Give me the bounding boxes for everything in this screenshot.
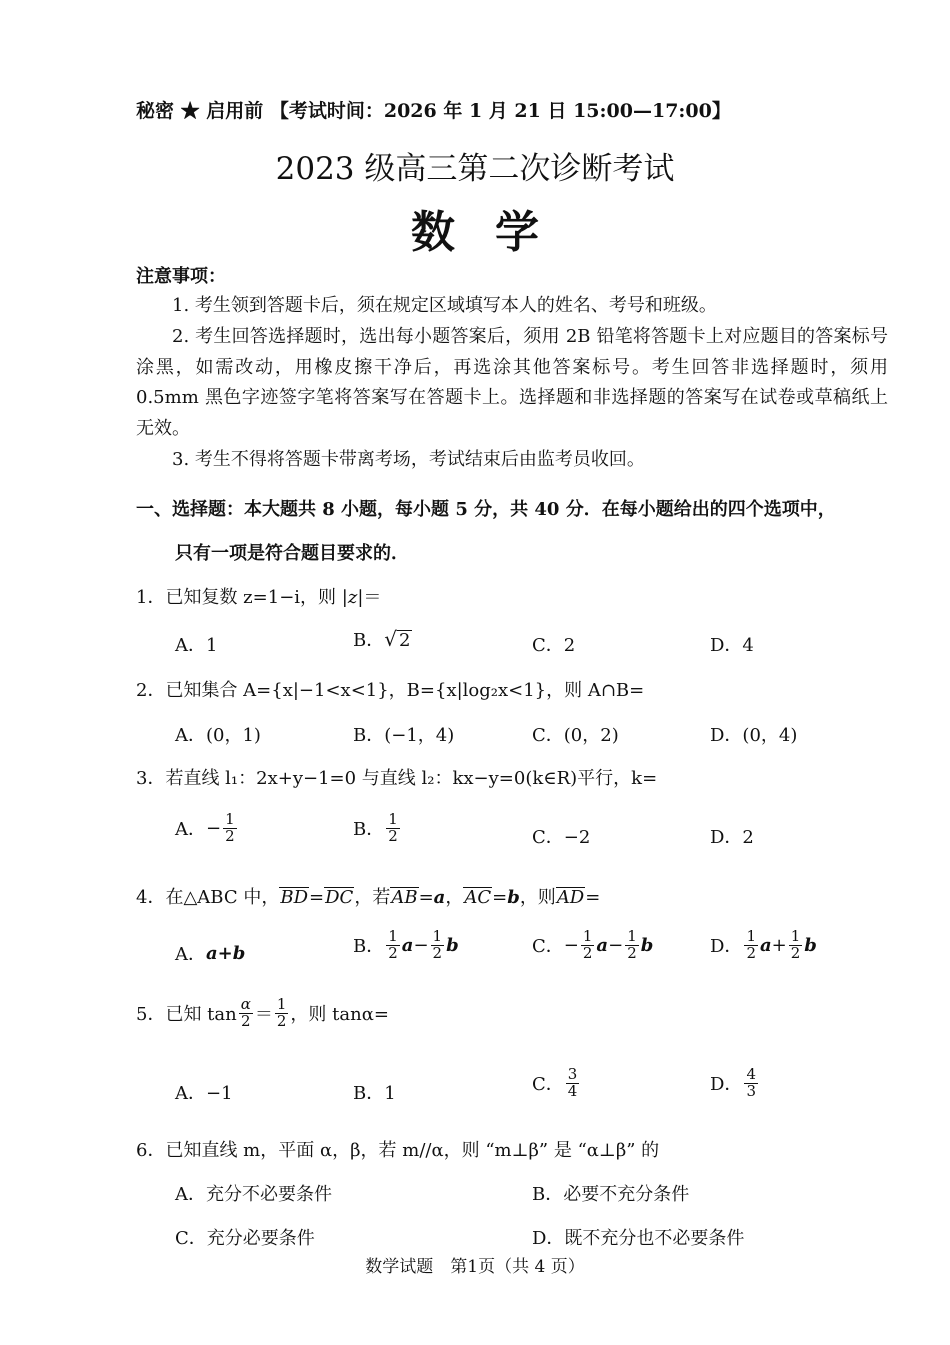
fraction: $\frac{1}{2}$ (790, 927, 801, 962)
question-6-stem: 6．已知直线 m，平面 α，β，若 m//α，则 “m⊥β” 是 “α⊥β” 的 (136, 1140, 660, 1161)
section-heading: 一、选择题：本大题共 8 小题，每小题 5 分，共 40 分．在每小题给出的四个选项中， (136, 499, 836, 520)
question-5-option-a: A．−1 (175, 1083, 233, 1104)
question-6-option-c: C．充分必要条件 (175, 1228, 315, 1249)
note-item: 2. 考生回答选择题时，选出每小题答案后，须用 2B 铅笔将答题卡上对应题目的答案标号涂黑，如需改动，用橡皮擦干净后，再选涂其他答案标号。考生回答非选择题时，须用 0.5mm 黑色字迹签字笔将答案写在答题卡上。选择题和非选择题的答案写在试卷或草稿纸上无效。 (136, 325, 888, 440)
question-6-option-a: A．充分不必要条件 (175, 1184, 332, 1205)
fraction: $\frac{4}{3}$ (746, 1065, 756, 1100)
question-1-option-a: A．1 (175, 635, 218, 656)
subject-title: 数学 (411, 207, 579, 258)
question-1-option-c: C．2 (532, 635, 576, 656)
question-3-option-a: A． − $\frac{1}{2}$ (175, 810, 235, 845)
question-2-option-b: B．(−1，4) (353, 725, 455, 746)
note-item: 3. 考生不得将答题卡带离考场，考试结束后由监考员收回。 (172, 448, 645, 470)
question-2-option-c: C．(0，2) (532, 725, 619, 746)
fraction: $\frac{3}{4}$ (567, 1065, 578, 1100)
question-2-option-d: D．(0，4) (710, 725, 798, 746)
confidential-banner: 秘密 ★ 启用前 【考试时间：2026 年 1 月 21 日 15:00—17:00】 (136, 100, 731, 122)
question-5-option-b: B．1 (353, 1083, 396, 1104)
question-6-option-d: D．既不充分也不必要条件 (532, 1228, 745, 1249)
question-4-option-a: A． a+b (175, 942, 246, 965)
fraction: $\frac{1}{2}$ (582, 927, 593, 962)
question-1-option-d: D．4 (710, 635, 754, 656)
notes-heading: 注意事项： (136, 266, 226, 287)
question-5-option-d: D． $\frac{4}{3}$ (710, 1065, 756, 1100)
question-3-option-b: B． $\frac{1}{2}$ (353, 810, 398, 845)
fraction: $\frac{1}{2}$ (432, 927, 443, 962)
question-3-option-c: C．−2 (532, 827, 591, 848)
question-3-stem: 3．若直线 l₁：2x+y−1=0 与直线 l₂：kx−y=0(k∈R)平行，k= (136, 768, 658, 789)
question-2-option-a: A．(0，1) (175, 725, 261, 746)
question-1-stem: 1．已知复数 z=1−i，则 |z|＝ (136, 587, 382, 608)
page-footer: 数学试题 第1页（共 4 页） (365, 1257, 585, 1277)
question-4-stem: 4．在△ABC 中，BD=DC，若AB=a，AC=b，则AD= (136, 887, 601, 908)
question-2-stem: 2．已知集合 A={x|−1<x<1}，B={x|log₂x<1}，则 A∩B= (136, 680, 645, 701)
question-1-option-b: B． √ 2 (353, 627, 411, 652)
fraction: $\frac{1}{2}$ (388, 810, 398, 845)
fraction: $\frac{1}{2}$ (627, 927, 637, 962)
question-4-option-c: C． − $\frac{1}{2}$ a − $\frac{1}{2}$ b (532, 927, 654, 962)
question-4-option-b: B． $\frac{1}{2}$ a − $\frac{1}{2}$ b (353, 927, 459, 962)
fraction: $\frac{1}{2}$ (388, 927, 398, 962)
fraction: $\frac{1}{2}$ (225, 810, 235, 845)
question-3-option-d: D．2 (710, 827, 754, 848)
question-6-option-b: B．必要不充分条件 (532, 1184, 690, 1205)
sqrt-symbol: √ 2 (384, 627, 411, 652)
question-4-option-d: D． $\frac{1}{2}$ a + $\frac{1}{2}$ b (710, 927, 817, 962)
fraction: $\frac{1}{2}$ (276, 995, 287, 1030)
notes-list (136, 291, 888, 476)
fraction: $\frac{1}{2}$ (746, 927, 756, 962)
section-heading-continued: 只有一项是符合题目要求的． (175, 543, 409, 564)
question-5-option-c: C． $\frac{3}{4}$ (532, 1065, 578, 1100)
question-5-stem: 5．已知 tan $\frac{\alpha}{2}$ ＝ $\frac{1}{2}$ ，则 tanα= (136, 995, 389, 1030)
note-item: 1. 考生领到答题卡后，须在规定区域填写本人的姓名、考号和班级。 (172, 295, 717, 316)
fraction: $\frac{\alpha}{2}$ (240, 995, 251, 1030)
exam-title: 2023 级高三第二次诊断考试 (275, 151, 675, 187)
